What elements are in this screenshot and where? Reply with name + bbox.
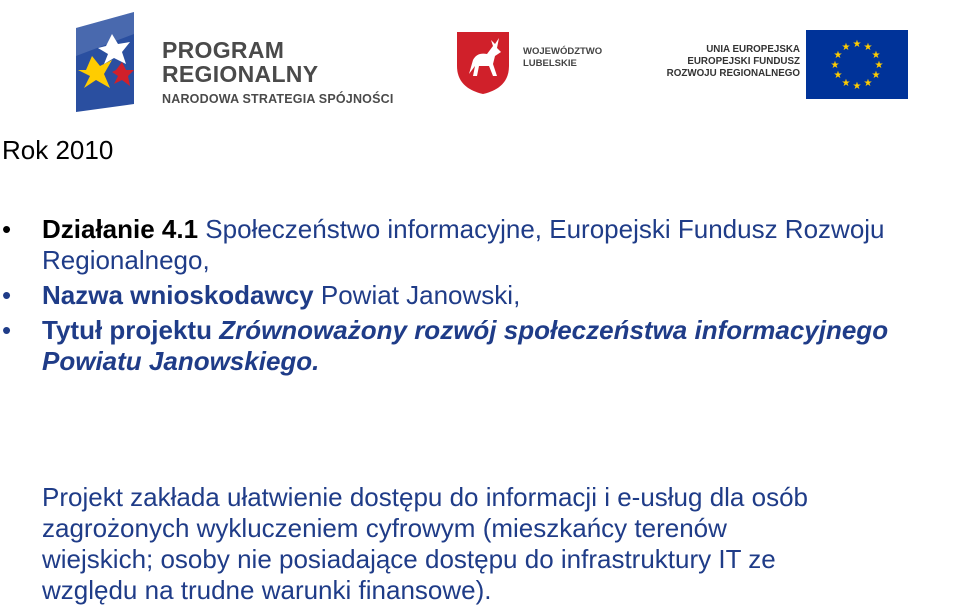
info-bullet-list (42, 214, 942, 381)
eu-flag-icon (806, 30, 908, 99)
year-heading: Rok 2010 (2, 135, 114, 165)
description-line-4: względu na trudne warunki finansowe). (42, 575, 492, 605)
bullet-project-title (42, 315, 942, 377)
program-title (162, 38, 318, 86)
lubelskie-text (523, 46, 602, 70)
project-description (42, 482, 957, 606)
svg-text:★: ★ (874, 60, 884, 71)
svg-text:★: ★ (841, 78, 851, 89)
program-flag-icon (72, 8, 138, 112)
svg-text:★: ★ (833, 70, 843, 81)
svg-text:★: ★ (830, 60, 840, 71)
title-label: Tytuł projektu (42, 315, 212, 345)
svg-text:★: ★ (871, 70, 881, 81)
svg-text:★: ★ (852, 39, 862, 50)
svg-text:★: ★ (863, 78, 873, 89)
eu-fund-text (640, 44, 800, 80)
svg-text:★: ★ (863, 42, 873, 53)
description-line-2: zagrożonych wykluczeniem cyfrowym (mieszkańcy terenów (42, 513, 727, 543)
eu-line1: UNIA EUROPEJSKA (706, 44, 800, 55)
svg-text:★: ★ (833, 50, 843, 61)
lubelskie-crest-icon (455, 30, 511, 96)
program-title-line2: REGIONALNY (162, 61, 319, 87)
description-line-3: wiejskich; osoby nie posiadające dostępu do infrastruktury IT ze (42, 544, 776, 574)
title-text: Zrównoważony rozwój społeczeństwa informacyjnego Powiatu Janowskiego. (42, 315, 889, 376)
logo-bar (0, 0, 960, 120)
program-subtitle: NARODOWA STRATEGIA SPÓJNOŚCI (162, 92, 394, 106)
svg-text:★: ★ (841, 42, 851, 53)
applicant-text: Powiat Janowski, (313, 280, 521, 310)
svg-text:★: ★ (852, 81, 862, 92)
eu-line3: ROZWOJU REGIONALNEGO (666, 68, 800, 79)
action-text: Społeczeństwo informacyjne, Europejski Fundusz Rozwoju Regionalnego, (42, 214, 885, 275)
description-line-1: Projekt zakłada ułatwienie dostępu do informacji i e-usług dla osób (42, 482, 808, 512)
applicant-label: Nazwa wnioskodawcy (42, 280, 314, 310)
action-label: Działanie 4.1 (42, 214, 199, 244)
svg-text:★: ★ (871, 50, 881, 61)
lubelskie-line1: WOJEWÓDZTWO (523, 46, 603, 57)
program-title-line1: PROGRAM (162, 37, 285, 63)
bullet-applicant (42, 280, 942, 311)
bullet-action (42, 214, 942, 276)
lubelskie-line2: LUBELSKIE (523, 58, 577, 69)
lubelskie-logo (455, 30, 635, 100)
eu-line2: EUROPEJSKI FUNDUSZ (687, 56, 800, 67)
program-regionalny-logo (72, 8, 412, 112)
